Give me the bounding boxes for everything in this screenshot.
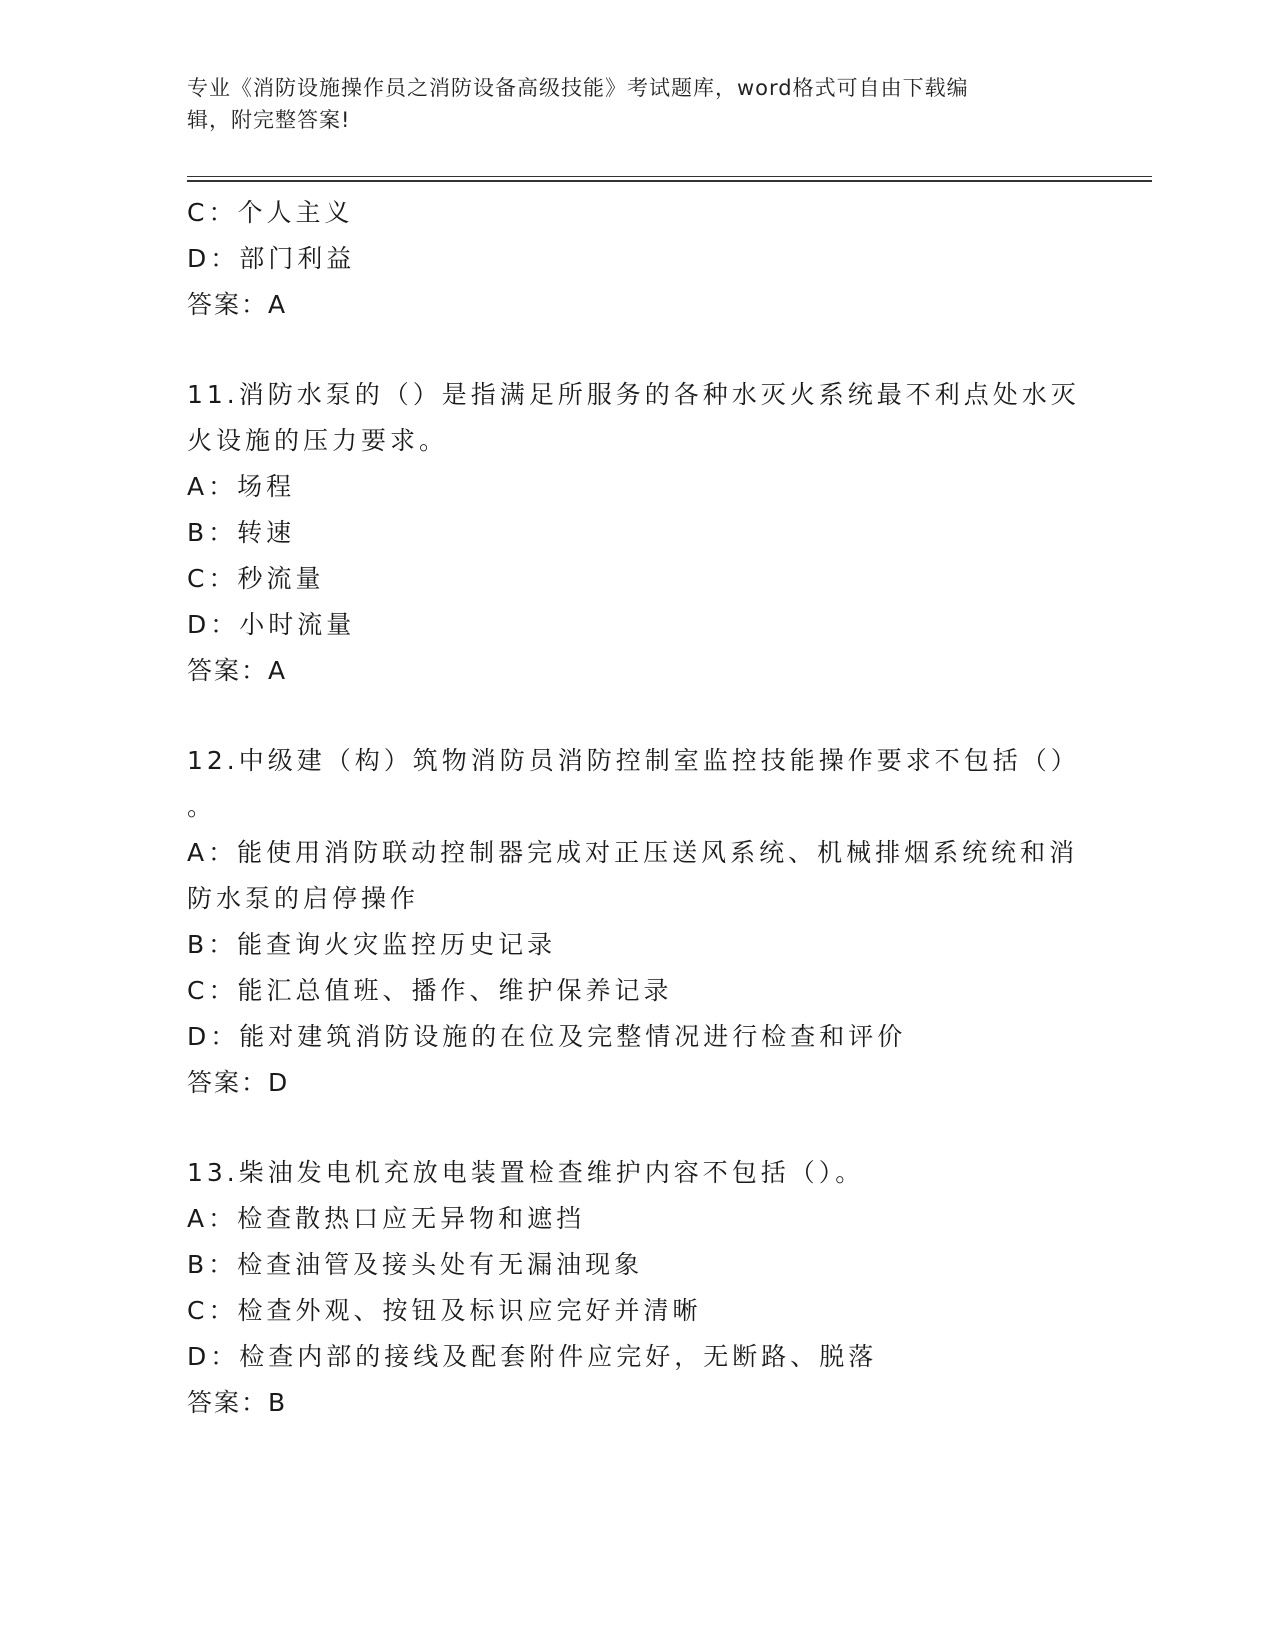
answer-line: 答案：B	[187, 1388, 288, 1417]
option-c: C：个人主义	[187, 198, 354, 227]
option-d: D：能对建筑消防设施的在位及完整情况进行检查和评价	[187, 1022, 907, 1051]
question-text-cont: 火设施的压力要求。	[187, 426, 449, 455]
option-b: B：检查油管及接头处有无漏油现象	[187, 1250, 644, 1279]
answer-line: 答案：A	[187, 656, 288, 685]
answer-line: 答案：D	[187, 1068, 290, 1097]
option-c: C：检查外观、按钮及标识应完好并清晰	[187, 1296, 702, 1325]
option-b: B：转速	[187, 518, 296, 547]
question-list	[187, 190, 1087, 1426]
header-divider-thin	[187, 176, 1152, 177]
question-block-prev	[187, 190, 1087, 328]
spacer	[187, 1106, 1087, 1150]
option-b: B：能查询火灾监控历史记录	[187, 930, 557, 959]
question-block-11	[187, 372, 1087, 694]
question-text: 13.柴油发电机充放电装置检查维护内容不包括（）。	[187, 1158, 865, 1187]
option-a: A：能使用消防联动控制器完成对正压送风系统、机械排烟系统统和消	[187, 838, 1079, 867]
spacer	[187, 328, 1087, 372]
header-divider-thick	[187, 180, 1152, 182]
question-text: 12.中级建（构）筑物消防员消防控制室监控技能操作要求不包括（）	[187, 746, 1080, 775]
answer-line: 答案：A	[187, 290, 288, 319]
option-c: C：能汇总值班、播作、维护保养记录	[187, 976, 673, 1005]
question-text: 11.消防水泵的（）是指满足所服务的各种水灭火系统最不利点处水灭	[187, 380, 1080, 409]
option-a: A：检查散热口应无异物和遮挡	[187, 1204, 586, 1233]
page-header	[187, 72, 1067, 136]
header-line-2: 辑，附完整答案!	[187, 108, 351, 132]
question-text-cont: 。	[187, 792, 217, 821]
question-block-13	[187, 1150, 1087, 1426]
question-block-12	[187, 738, 1087, 1106]
option-d: D：部门利益	[187, 244, 356, 273]
option-c: C：秒流量	[187, 564, 325, 593]
option-d: D：小时流量	[187, 610, 356, 639]
spacer	[187, 694, 1087, 738]
option-a-cont: 防水泵的启停操作	[187, 884, 420, 913]
header-line-1: 专业《消防设施操作员之消防设备高级技能》考试题库，word格式可自由下载编	[187, 76, 969, 100]
option-a: A：场程	[187, 472, 296, 501]
option-d: D：检查内部的接线及配套附件应完好，无断路、脱落	[187, 1342, 878, 1371]
